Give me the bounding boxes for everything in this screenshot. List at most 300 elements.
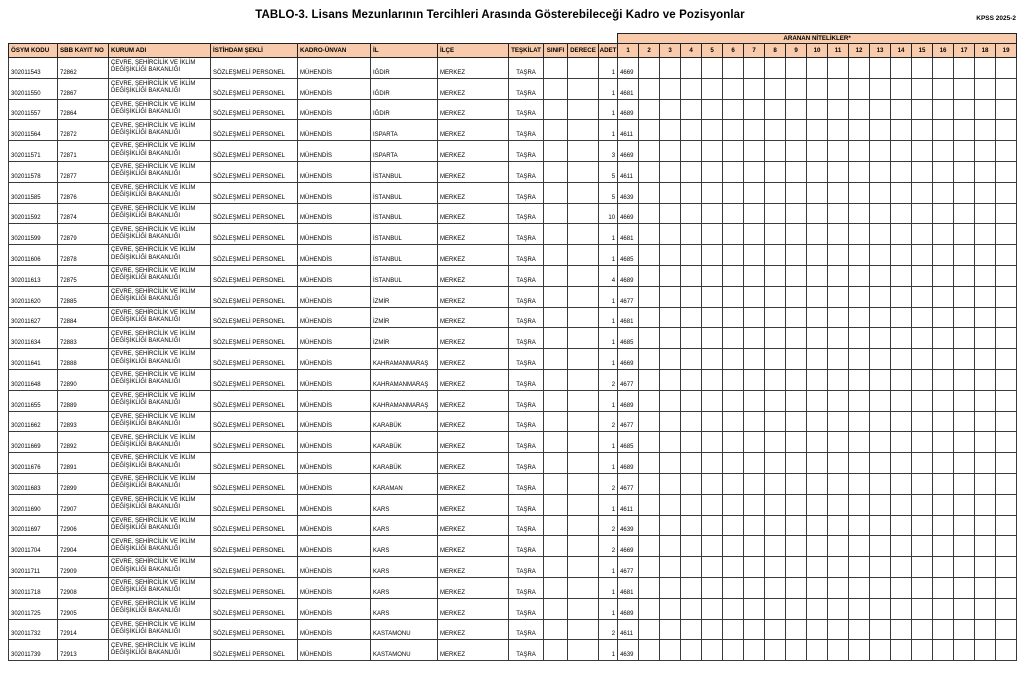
cell-nitelik-17 bbox=[954, 182, 975, 203]
cell-nitelik-13 bbox=[870, 453, 891, 474]
cell-nitelik-11 bbox=[828, 307, 849, 328]
cell-sbb-kayit-no: 72891 bbox=[58, 453, 109, 474]
cell-nitelik-12 bbox=[849, 494, 870, 515]
cell-kadro-unvan: MÜHENDİS bbox=[298, 453, 371, 474]
cell-nitelik-6 bbox=[723, 182, 744, 203]
cell-osym-kodu: 302011550 bbox=[9, 78, 58, 99]
cell-nitelik-8 bbox=[765, 99, 786, 120]
cell-nitelik-7 bbox=[744, 515, 765, 536]
col-header-derece: DERECE bbox=[568, 44, 599, 58]
cell-adet: 1 bbox=[599, 99, 618, 120]
cell-teskilat: TAŞRA bbox=[509, 453, 544, 474]
cell-istihdam-sekli: SÖZLEŞMELİ PERSONEL bbox=[211, 640, 298, 661]
cell-osym-kodu: 302011564 bbox=[9, 120, 58, 141]
header-spacer bbox=[9, 34, 618, 44]
cell-derece bbox=[568, 411, 599, 432]
cell-nitelik-9 bbox=[786, 598, 807, 619]
cell-nitelik-18 bbox=[975, 161, 996, 182]
cell-derece bbox=[568, 619, 599, 640]
cell-il: KARS bbox=[371, 515, 438, 536]
cell-ilce: MERKEZ bbox=[438, 432, 509, 453]
cell-nitelik-19 bbox=[996, 58, 1017, 79]
cell-nitelik-1: 4611 bbox=[618, 120, 639, 141]
cell-nitelik-4 bbox=[681, 307, 702, 328]
cell-nitelik-8 bbox=[765, 640, 786, 661]
cell-il: İSTANBUL bbox=[371, 203, 438, 224]
cell-nitelik-13 bbox=[870, 58, 891, 79]
cell-nitelik-2 bbox=[639, 640, 660, 661]
col-header-sinifi: SINIFI bbox=[544, 44, 568, 58]
cell-nitelik-14 bbox=[891, 494, 912, 515]
cell-teskilat: TAŞRA bbox=[509, 265, 544, 286]
cell-nitelik-12 bbox=[849, 265, 870, 286]
cell-ilce: MERKEZ bbox=[438, 265, 509, 286]
cell-nitelik-14 bbox=[891, 328, 912, 349]
cell-nitelik-5 bbox=[702, 265, 723, 286]
col-header-nitelik-11: 11 bbox=[828, 44, 849, 58]
cell-nitelik-9 bbox=[786, 557, 807, 578]
cell-nitelik-3 bbox=[660, 577, 681, 598]
cell-nitelik-5 bbox=[702, 182, 723, 203]
cell-nitelik-8 bbox=[765, 390, 786, 411]
cell-derece bbox=[568, 432, 599, 453]
cell-kurum-adi: ÇEVRE, ŞEHİRCİLİK VE İKLİM DEĞİŞİKLİĞİ BAKANLIĞI bbox=[109, 58, 211, 79]
cell-nitelik-12 bbox=[849, 161, 870, 182]
cell-ilce: MERKEZ bbox=[438, 577, 509, 598]
cell-sinifi bbox=[544, 619, 568, 640]
cell-nitelik-6 bbox=[723, 141, 744, 162]
cell-teskilat: TAŞRA bbox=[509, 99, 544, 120]
cell-nitelik-17 bbox=[954, 224, 975, 245]
table-row bbox=[9, 390, 1017, 411]
cell-nitelik-19 bbox=[996, 640, 1017, 661]
cell-kurum-adi: ÇEVRE, ŞEHİRCİLİK VE İKLİM DEĞİŞİKLİĞİ BAKANLIĞI bbox=[109, 619, 211, 640]
cell-nitelik-5 bbox=[702, 141, 723, 162]
cell-nitelik-15 bbox=[912, 453, 933, 474]
cell-osym-kodu: 302011620 bbox=[9, 286, 58, 307]
cell-kadro-unvan: MÜHENDİS bbox=[298, 536, 371, 557]
cell-nitelik-11 bbox=[828, 494, 849, 515]
cell-nitelik-8 bbox=[765, 120, 786, 141]
cell-osym-kodu: 302011641 bbox=[9, 349, 58, 370]
cell-nitelik-14 bbox=[891, 640, 912, 661]
cell-derece bbox=[568, 224, 599, 245]
cell-osym-kodu: 302011592 bbox=[9, 203, 58, 224]
cell-nitelik-18 bbox=[975, 245, 996, 266]
cell-nitelik-14 bbox=[891, 598, 912, 619]
cell-kurum-adi: ÇEVRE, ŞEHİRCİLİK VE İKLİM DEĞİŞİKLİĞİ BAKANLIĞI bbox=[109, 224, 211, 245]
cell-nitelik-10 bbox=[807, 286, 828, 307]
cell-nitelik-9 bbox=[786, 99, 807, 120]
cell-kurum-adi: ÇEVRE, ŞEHİRCİLİK VE İKLİM DEĞİŞİKLİĞİ BAKANLIĞI bbox=[109, 78, 211, 99]
col-header-sbb-kayit-no: SBB KAYIT NO bbox=[58, 44, 109, 58]
cell-osym-kodu: 302011648 bbox=[9, 369, 58, 390]
positions-table bbox=[8, 33, 1017, 661]
cell-nitelik-17 bbox=[954, 307, 975, 328]
cell-kurum-adi: ÇEVRE, ŞEHİRCİLİK VE İKLİM DEĞİŞİKLİĞİ BAKANLIĞI bbox=[109, 203, 211, 224]
cell-nitelik-17 bbox=[954, 619, 975, 640]
cell-nitelik-4 bbox=[681, 557, 702, 578]
cell-nitelik-17 bbox=[954, 161, 975, 182]
cell-nitelik-12 bbox=[849, 390, 870, 411]
cell-adet: 2 bbox=[599, 536, 618, 557]
cell-derece bbox=[568, 307, 599, 328]
cell-nitelik-2 bbox=[639, 536, 660, 557]
cell-nitelik-8 bbox=[765, 265, 786, 286]
cell-nitelik-15 bbox=[912, 245, 933, 266]
cell-ilce: MERKEZ bbox=[438, 453, 509, 474]
cell-nitelik-17 bbox=[954, 494, 975, 515]
cell-nitelik-4 bbox=[681, 203, 702, 224]
cell-istihdam-sekli: SÖZLEŞMELİ PERSONEL bbox=[211, 182, 298, 203]
cell-nitelik-7 bbox=[744, 141, 765, 162]
cell-teskilat: TAŞRA bbox=[509, 390, 544, 411]
cell-nitelik-1: 4681 bbox=[618, 78, 639, 99]
table-row bbox=[9, 619, 1017, 640]
cell-nitelik-1: 4689 bbox=[618, 390, 639, 411]
cell-adet: 1 bbox=[599, 390, 618, 411]
cell-ilce: MERKEZ bbox=[438, 99, 509, 120]
cell-adet: 1 bbox=[599, 58, 618, 79]
cell-osym-kodu: 302011718 bbox=[9, 577, 58, 598]
cell-nitelik-10 bbox=[807, 557, 828, 578]
cell-nitelik-4 bbox=[681, 536, 702, 557]
cell-nitelik-9 bbox=[786, 494, 807, 515]
cell-nitelik-13 bbox=[870, 286, 891, 307]
cell-nitelik-17 bbox=[954, 369, 975, 390]
cell-nitelik-14 bbox=[891, 411, 912, 432]
cell-nitelik-4 bbox=[681, 286, 702, 307]
cell-nitelik-19 bbox=[996, 515, 1017, 536]
cell-nitelik-4 bbox=[681, 78, 702, 99]
cell-teskilat: TAŞRA bbox=[509, 120, 544, 141]
cell-nitelik-12 bbox=[849, 224, 870, 245]
cell-nitelik-17 bbox=[954, 78, 975, 99]
cell-kadro-unvan: MÜHENDİS bbox=[298, 494, 371, 515]
cell-nitelik-6 bbox=[723, 58, 744, 79]
cell-nitelik-3 bbox=[660, 99, 681, 120]
cell-kurum-adi: ÇEVRE, ŞEHİRCİLİK VE İKLİM DEĞİŞİKLİĞİ BAKANLIĞI bbox=[109, 640, 211, 661]
cell-nitelik-13 bbox=[870, 265, 891, 286]
cell-nitelik-17 bbox=[954, 265, 975, 286]
cell-nitelik-1: 4677 bbox=[618, 411, 639, 432]
cell-nitelik-13 bbox=[870, 432, 891, 453]
cell-nitelik-16 bbox=[933, 161, 954, 182]
cell-nitelik-5 bbox=[702, 411, 723, 432]
cell-nitelik-10 bbox=[807, 203, 828, 224]
cell-nitelik-13 bbox=[870, 369, 891, 390]
table-row bbox=[9, 349, 1017, 370]
cell-nitelik-18 bbox=[975, 640, 996, 661]
cell-kurum-adi: ÇEVRE, ŞEHİRCİLİK VE İKLİM DEĞİŞİKLİĞİ BAKANLIĞI bbox=[109, 141, 211, 162]
cell-nitelik-6 bbox=[723, 245, 744, 266]
cell-nitelik-6 bbox=[723, 307, 744, 328]
cell-nitelik-19 bbox=[996, 494, 1017, 515]
cell-nitelik-19 bbox=[996, 203, 1017, 224]
cell-osym-kodu: 302011732 bbox=[9, 619, 58, 640]
cell-nitelik-9 bbox=[786, 265, 807, 286]
cell-nitelik-19 bbox=[996, 245, 1017, 266]
cell-nitelik-9 bbox=[786, 307, 807, 328]
cell-il: KAHRAMANMARAŞ bbox=[371, 390, 438, 411]
cell-nitelik-10 bbox=[807, 640, 828, 661]
cell-nitelik-1: 4677 bbox=[618, 473, 639, 494]
cell-istihdam-sekli: SÖZLEŞMELİ PERSONEL bbox=[211, 203, 298, 224]
cell-nitelik-6 bbox=[723, 99, 744, 120]
col-header-nitelik-3: 3 bbox=[660, 44, 681, 58]
table-row bbox=[9, 577, 1017, 598]
cell-kadro-unvan: MÜHENDİS bbox=[298, 161, 371, 182]
cell-kadro-unvan: MÜHENDİS bbox=[298, 99, 371, 120]
cell-sbb-kayit-no: 72914 bbox=[58, 619, 109, 640]
cell-nitelik-12 bbox=[849, 557, 870, 578]
cell-nitelik-5 bbox=[702, 286, 723, 307]
cell-teskilat: TAŞRA bbox=[509, 245, 544, 266]
cell-nitelik-5 bbox=[702, 494, 723, 515]
cell-nitelik-11 bbox=[828, 99, 849, 120]
cell-nitelik-14 bbox=[891, 99, 912, 120]
cell-nitelik-3 bbox=[660, 473, 681, 494]
cell-nitelik-13 bbox=[870, 141, 891, 162]
cell-nitelik-8 bbox=[765, 245, 786, 266]
cell-il: KARS bbox=[371, 557, 438, 578]
cell-nitelik-6 bbox=[723, 557, 744, 578]
cell-nitelik-6 bbox=[723, 411, 744, 432]
cell-nitelik-1: 4681 bbox=[618, 307, 639, 328]
cell-nitelik-18 bbox=[975, 141, 996, 162]
cell-nitelik-3 bbox=[660, 369, 681, 390]
cell-istihdam-sekli: SÖZLEŞMELİ PERSONEL bbox=[211, 557, 298, 578]
cell-nitelik-15 bbox=[912, 640, 933, 661]
cell-nitelik-14 bbox=[891, 224, 912, 245]
table-row bbox=[9, 265, 1017, 286]
cell-nitelik-9 bbox=[786, 286, 807, 307]
cell-nitelik-17 bbox=[954, 640, 975, 661]
cell-derece bbox=[568, 99, 599, 120]
cell-nitelik-18 bbox=[975, 390, 996, 411]
cell-nitelik-10 bbox=[807, 494, 828, 515]
cell-osym-kodu: 302011585 bbox=[9, 182, 58, 203]
col-header-teskilat: TEŞKİLAT bbox=[509, 44, 544, 58]
cell-nitelik-1: 4669 bbox=[618, 203, 639, 224]
cell-kadro-unvan: MÜHENDİS bbox=[298, 224, 371, 245]
cell-adet: 1 bbox=[599, 307, 618, 328]
cell-il: İSTANBUL bbox=[371, 265, 438, 286]
cell-nitelik-3 bbox=[660, 328, 681, 349]
cell-kadro-unvan: MÜHENDİS bbox=[298, 598, 371, 619]
cell-nitelik-2 bbox=[639, 182, 660, 203]
cell-nitelik-18 bbox=[975, 598, 996, 619]
cell-nitelik-10 bbox=[807, 182, 828, 203]
cell-nitelik-12 bbox=[849, 473, 870, 494]
cell-nitelik-14 bbox=[891, 203, 912, 224]
col-header-nitelik-10: 10 bbox=[807, 44, 828, 58]
cell-sbb-kayit-no: 72862 bbox=[58, 58, 109, 79]
cell-sbb-kayit-no: 72875 bbox=[58, 265, 109, 286]
cell-nitelik-16 bbox=[933, 307, 954, 328]
cell-il: KASTAMONU bbox=[371, 640, 438, 661]
cell-nitelik-17 bbox=[954, 453, 975, 474]
cell-nitelik-2 bbox=[639, 58, 660, 79]
cell-nitelik-1: 4689 bbox=[618, 99, 639, 120]
cell-derece bbox=[568, 141, 599, 162]
qualifications-banner: ARANAN NİTELİKLER* bbox=[618, 34, 1017, 44]
cell-ilce: MERKEZ bbox=[438, 224, 509, 245]
cell-osym-kodu: 302011606 bbox=[9, 245, 58, 266]
cell-nitelik-7 bbox=[744, 307, 765, 328]
cell-nitelik-4 bbox=[681, 349, 702, 370]
cell-teskilat: TAŞRA bbox=[509, 203, 544, 224]
cell-nitelik-12 bbox=[849, 453, 870, 474]
cell-derece bbox=[568, 640, 599, 661]
cell-il: KASTAMONU bbox=[371, 619, 438, 640]
cell-nitelik-2 bbox=[639, 494, 660, 515]
table-row bbox=[9, 78, 1017, 99]
cell-nitelik-8 bbox=[765, 432, 786, 453]
cell-adet: 1 bbox=[599, 557, 618, 578]
cell-sinifi bbox=[544, 161, 568, 182]
cell-derece bbox=[568, 494, 599, 515]
cell-nitelik-6 bbox=[723, 577, 744, 598]
cell-nitelik-3 bbox=[660, 224, 681, 245]
cell-teskilat: TAŞRA bbox=[509, 494, 544, 515]
cell-nitelik-14 bbox=[891, 307, 912, 328]
cell-kadro-unvan: MÜHENDİS bbox=[298, 473, 371, 494]
col-header-nitelik-1: 1 bbox=[618, 44, 639, 58]
cell-nitelik-17 bbox=[954, 390, 975, 411]
cell-nitelik-1: 4639 bbox=[618, 515, 639, 536]
cell-nitelik-19 bbox=[996, 182, 1017, 203]
cell-derece bbox=[568, 58, 599, 79]
cell-nitelik-15 bbox=[912, 432, 933, 453]
cell-nitelik-15 bbox=[912, 120, 933, 141]
cell-nitelik-3 bbox=[660, 245, 681, 266]
cell-osym-kodu: 302011571 bbox=[9, 141, 58, 162]
cell-nitelik-18 bbox=[975, 411, 996, 432]
cell-nitelik-12 bbox=[849, 99, 870, 120]
cell-kadro-unvan: MÜHENDİS bbox=[298, 286, 371, 307]
cell-nitelik-6 bbox=[723, 120, 744, 141]
cell-nitelik-5 bbox=[702, 515, 723, 536]
cell-nitelik-19 bbox=[996, 307, 1017, 328]
cell-nitelik-18 bbox=[975, 432, 996, 453]
cell-istihdam-sekli: SÖZLEŞMELİ PERSONEL bbox=[211, 536, 298, 557]
cell-sinifi bbox=[544, 390, 568, 411]
cell-nitelik-2 bbox=[639, 307, 660, 328]
cell-nitelik-14 bbox=[891, 515, 912, 536]
col-header-kadro-unvan: KADRO-ÜNVAN bbox=[298, 44, 371, 58]
cell-nitelik-12 bbox=[849, 203, 870, 224]
cell-nitelik-15 bbox=[912, 203, 933, 224]
cell-istihdam-sekli: SÖZLEŞMELİ PERSONEL bbox=[211, 58, 298, 79]
cell-sinifi bbox=[544, 577, 568, 598]
cell-nitelik-18 bbox=[975, 557, 996, 578]
cell-nitelik-2 bbox=[639, 390, 660, 411]
cell-nitelik-14 bbox=[891, 390, 912, 411]
cell-sinifi bbox=[544, 515, 568, 536]
cell-nitelik-17 bbox=[954, 141, 975, 162]
cell-nitelik-2 bbox=[639, 120, 660, 141]
cell-nitelik-2 bbox=[639, 161, 660, 182]
col-header-nitelik-7: 7 bbox=[744, 44, 765, 58]
cell-nitelik-5 bbox=[702, 598, 723, 619]
cell-teskilat: TAŞRA bbox=[509, 536, 544, 557]
cell-nitelik-18 bbox=[975, 307, 996, 328]
cell-nitelik-2 bbox=[639, 453, 660, 474]
cell-nitelik-6 bbox=[723, 390, 744, 411]
cell-nitelik-14 bbox=[891, 453, 912, 474]
cell-nitelik-7 bbox=[744, 161, 765, 182]
cell-il: KAHRAMANMARAŞ bbox=[371, 349, 438, 370]
cell-nitelik-19 bbox=[996, 286, 1017, 307]
cell-kurum-adi: ÇEVRE, ŞEHİRCİLİK VE İKLİM DEĞİŞİKLİĞİ BAKANLIĞI bbox=[109, 349, 211, 370]
cell-nitelik-19 bbox=[996, 349, 1017, 370]
cell-nitelik-16 bbox=[933, 369, 954, 390]
cell-osym-kodu: 302011599 bbox=[9, 224, 58, 245]
cell-nitelik-14 bbox=[891, 577, 912, 598]
cell-nitelik-2 bbox=[639, 411, 660, 432]
cell-il: IĞDIR bbox=[371, 78, 438, 99]
cell-nitelik-17 bbox=[954, 328, 975, 349]
cell-nitelik-19 bbox=[996, 432, 1017, 453]
cell-nitelik-9 bbox=[786, 369, 807, 390]
table-row bbox=[9, 369, 1017, 390]
cell-kadro-unvan: MÜHENDİS bbox=[298, 577, 371, 598]
cell-sinifi bbox=[544, 473, 568, 494]
cell-nitelik-7 bbox=[744, 577, 765, 598]
cell-nitelik-12 bbox=[849, 120, 870, 141]
cell-nitelik-8 bbox=[765, 58, 786, 79]
cell-nitelik-17 bbox=[954, 245, 975, 266]
cell-nitelik-6 bbox=[723, 640, 744, 661]
cell-nitelik-3 bbox=[660, 515, 681, 536]
col-header-nitelik-14: 14 bbox=[891, 44, 912, 58]
cell-sbb-kayit-no: 72885 bbox=[58, 286, 109, 307]
cell-derece bbox=[568, 265, 599, 286]
cell-nitelik-1: 4611 bbox=[618, 494, 639, 515]
cell-nitelik-16 bbox=[933, 640, 954, 661]
col-header-nitelik-6: 6 bbox=[723, 44, 744, 58]
cell-nitelik-12 bbox=[849, 245, 870, 266]
cell-sinifi bbox=[544, 286, 568, 307]
cell-nitelik-8 bbox=[765, 619, 786, 640]
cell-nitelik-13 bbox=[870, 307, 891, 328]
cell-nitelik-18 bbox=[975, 619, 996, 640]
cell-nitelik-6 bbox=[723, 369, 744, 390]
cell-nitelik-14 bbox=[891, 182, 912, 203]
cell-nitelik-15 bbox=[912, 369, 933, 390]
cell-nitelik-14 bbox=[891, 557, 912, 578]
cell-nitelik-5 bbox=[702, 307, 723, 328]
cell-nitelik-13 bbox=[870, 390, 891, 411]
cell-nitelik-13 bbox=[870, 557, 891, 578]
cell-nitelik-11 bbox=[828, 161, 849, 182]
cell-nitelik-11 bbox=[828, 432, 849, 453]
cell-nitelik-14 bbox=[891, 473, 912, 494]
cell-nitelik-10 bbox=[807, 432, 828, 453]
cell-nitelik-9 bbox=[786, 182, 807, 203]
col-header-nitelik-4: 4 bbox=[681, 44, 702, 58]
cell-osym-kodu: 302011697 bbox=[9, 515, 58, 536]
cell-sinifi bbox=[544, 182, 568, 203]
cell-nitelik-1: 4611 bbox=[618, 619, 639, 640]
cell-ilce: MERKEZ bbox=[438, 245, 509, 266]
cell-nitelik-11 bbox=[828, 557, 849, 578]
cell-nitelik-6 bbox=[723, 349, 744, 370]
cell-nitelik-3 bbox=[660, 182, 681, 203]
cell-sinifi bbox=[544, 265, 568, 286]
cell-il: İSTANBUL bbox=[371, 182, 438, 203]
